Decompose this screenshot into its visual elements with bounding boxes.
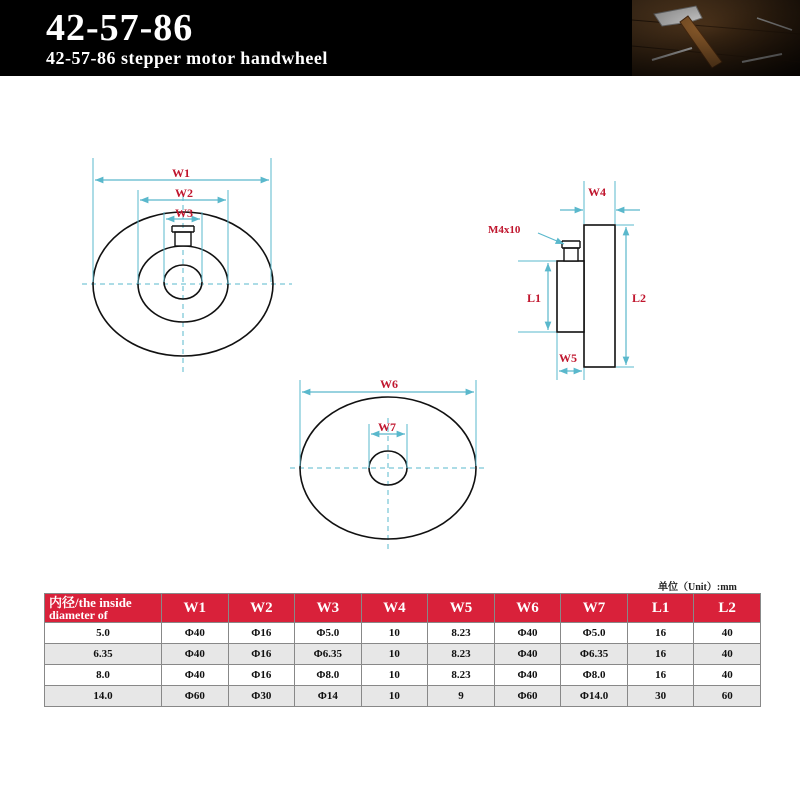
table-cell: Φ16 (228, 665, 295, 686)
w6-label: W6 (380, 377, 398, 391)
table-cell: Φ8.0 (561, 665, 628, 686)
header-line-2: diameter of (49, 607, 108, 622)
wheel-profile (584, 225, 615, 367)
table-row (45, 686, 761, 707)
front-view (82, 158, 292, 372)
screw-profile (564, 248, 578, 261)
w1-label: W1 (172, 166, 190, 180)
table-cell: Φ16 (228, 644, 295, 665)
header-cell: W7 (561, 594, 628, 623)
table-cell: Φ60 (494, 686, 561, 707)
table-cell: Φ60 (162, 686, 229, 707)
w4-label: W4 (588, 185, 606, 199)
technical-drawing (0, 76, 800, 576)
side-view (488, 181, 646, 380)
table-cell: Φ6.35 (561, 644, 628, 665)
table-cell: 40 (694, 623, 761, 644)
header-banner (0, 0, 800, 76)
w5-label: W5 (559, 351, 577, 365)
table-cell: 8.0 (45, 665, 162, 686)
hub-profile (557, 261, 584, 332)
l2-label: L2 (632, 291, 647, 305)
table-cell: 8.23 (428, 665, 495, 686)
table-cell: Φ16 (228, 623, 295, 644)
table-cell: 10 (361, 686, 428, 707)
header-cell: L1 (627, 594, 694, 623)
set-screw (175, 232, 191, 246)
unit-label: 单位（Unit）:mm (658, 582, 737, 593)
header-cell: W2 (228, 594, 295, 623)
header-cell-diameter (45, 594, 162, 623)
table-cell: Φ6.35 (295, 644, 362, 665)
w3-label: W3 (175, 206, 193, 220)
table-cell: 10 (361, 665, 428, 686)
l1-label: L1 (527, 291, 542, 305)
hammer-photo (632, 0, 800, 76)
table-cell: 30 (627, 686, 694, 707)
table-row (45, 623, 761, 644)
page-subtitle: 42-57-86 stepper motor handwheel (46, 48, 328, 68)
table-cell: Φ40 (162, 665, 229, 686)
table-cell: Φ8.0 (295, 665, 362, 686)
table-cell: 6.35 (45, 644, 162, 665)
header-cell: W4 (361, 594, 428, 623)
header-cell: L2 (694, 594, 761, 623)
header-cell: W6 (494, 594, 561, 623)
table-cell: 16 (627, 665, 694, 686)
w2-label: W2 (175, 186, 193, 200)
table-cell: 8.23 (428, 644, 495, 665)
table-cell: Φ40 (162, 644, 229, 665)
table-cell: Φ40 (162, 623, 229, 644)
table-cell: Φ5.0 (295, 623, 362, 644)
spec-table (44, 593, 761, 707)
header-line-1: 内径/the inside (49, 594, 132, 610)
table-row (45, 644, 761, 665)
table-cell: 16 (627, 644, 694, 665)
table-cell: Φ14.0 (561, 686, 628, 707)
screw-label: M4x10 (488, 224, 521, 236)
table-cell: Φ30 (228, 686, 295, 707)
table-cell: 9 (428, 686, 495, 707)
table-cell: 10 (361, 623, 428, 644)
table-cell: 40 (694, 644, 761, 665)
header-cell: W1 (162, 594, 229, 623)
table-cell: Φ14 (295, 686, 362, 707)
table-cell: Φ5.0 (561, 623, 628, 644)
table-cell: Φ40 (494, 644, 561, 665)
table-cell: 8.23 (428, 623, 495, 644)
washer-view (290, 377, 488, 550)
table-cell: 14.0 (45, 686, 162, 707)
page-title: 42-57-86 (46, 7, 194, 49)
table-cell: 60 (694, 686, 761, 707)
table-cell: Φ40 (494, 665, 561, 686)
table-header-row (45, 594, 761, 623)
table-row (45, 665, 761, 686)
w7-label: W7 (378, 420, 396, 434)
table-cell: 5.0 (45, 623, 162, 644)
table-cell: Φ40 (494, 623, 561, 644)
header-cell: W3 (295, 594, 362, 623)
table-cell: 16 (627, 623, 694, 644)
header-cell: W5 (428, 594, 495, 623)
table-cell: 10 (361, 644, 428, 665)
table-cell: 40 (694, 665, 761, 686)
